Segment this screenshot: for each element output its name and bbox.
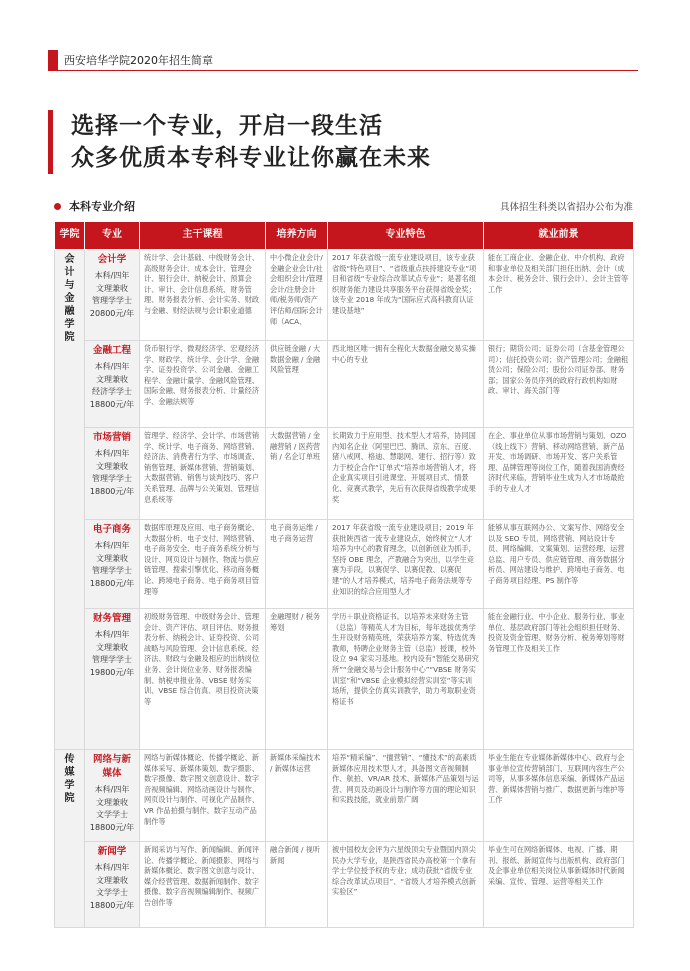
major-tuition: 20800元/年 (89, 308, 135, 318)
major-info (89, 862, 135, 912)
college-cell-media (55, 750, 85, 928)
major-track: 文理兼收 (96, 875, 128, 885)
major-cell (85, 341, 140, 428)
college-char: 院 (64, 332, 75, 343)
courses-cell: 新闻采访与写作、新闻编辑、新闻评论、传播学概论、新闻摄影、网络与新媒体概论、数字图文创意与设计、媒介经营管理、数据新闻制作、数字摄像、数字音视频编辑制作、视频广告创作等 (140, 842, 266, 928)
major-degree: 管理学学士 (92, 655, 132, 664)
college-char: 媒 (64, 767, 75, 778)
major-tuition: 18800元/年 (89, 900, 135, 910)
major-name: 网络与新媒体 (92, 754, 131, 779)
college-char: 传 (64, 754, 75, 765)
major-duration: 本科/四年 (94, 541, 130, 550)
header-title: 西安培华学院2020年招生简章 (64, 54, 213, 67)
college-char: 学 (64, 319, 75, 330)
direction-cell: 融合新闻 / 视听新闻 (266, 842, 328, 928)
prospect-cell: 毕业生能在专业媒体新媒体中心、政府与企事业单位宣传营销部门、互联网内容生产公司等，从事多媒体信息采编、新媒体产品运营、新媒体营销与推广、数据更新与维护等工作 (484, 750, 634, 842)
courses-cell: 统计学、会计基础、中级财务会计、高级财务会计、成本会计、管理会计、银行会计、纳税会计、预算会计、审计、会计信息系统、财务管理、财务报表分析、会计实务、财政与金融、财经法规与会计职业道德 (140, 250, 266, 341)
page-header (0, 50, 690, 70)
major-name: 市场营销 (92, 432, 131, 443)
header-divider (48, 70, 638, 71)
prospect-cell: 在企、事业单位从事市场营销与策划、OZO（线上线下）营销、移动网络营销、新产品开发、市场调研、市场开发、客户关系管理、品牌管理等岗位工作，随着我国消费经济时代来临，营销毕业生成为人才市场最抢手的专业人才 (484, 428, 634, 520)
major-track: 文理兼收 (96, 461, 128, 471)
college-char: 会 (64, 254, 75, 265)
major-info (89, 540, 135, 590)
major-name: 电子商务 (92, 524, 131, 535)
major-cell (85, 520, 140, 609)
feature-cell: 2017 年获省级一流专业建设项目；2019 年获批陕西省一流专业建设点，始终树立“人才培养为中心的教育理念，以创新创业为抓手，坚持 OBE 理念，产教融合为突出，以学生竞赛为手段，以赛促学、以赛促教、以赛促建”的人才培养模式，培养电子商务法规等专业知识的综合应用型人才 (328, 520, 484, 609)
major-duration: 本科/四年 (94, 863, 130, 872)
major-info (89, 448, 135, 498)
header-accent-bar (48, 50, 58, 70)
major-track: 文理兼收 (96, 374, 128, 384)
major-track: 文理兼收 (96, 642, 128, 652)
major-cell (85, 609, 140, 750)
table-row (55, 250, 634, 341)
header-college: 学院 (55, 222, 85, 250)
feature-cell: 2017 年获省级一流专业建设项目，该专业获省级“特色项目”、“省级重点扶持建设专业”项目和省级“专业综合改革试点专业”；是著名组织财务能力建设共享服务平台获得省级金奖；该专业 2018 年成为“国际应式高科教育认证建设基地” (328, 250, 484, 341)
major-degree: 管理学学士 (92, 296, 132, 305)
major-name: 新闻学 (97, 846, 127, 857)
hero-line-1: 选择一个专业，开启一段生活 (71, 113, 383, 139)
courses-cell: 管理学、经济学、会计学、市场营销学、统计学、电子商务、网络营销、经济法、消费者行为学、市场调查、销售管理、新媒体营销、营销策划、大数据营销、销售与谈判技巧、客户关系管理、品牌与公关策划、管理信息系统等 (140, 428, 266, 520)
table-row (55, 520, 634, 609)
major-duration: 本科/四年 (94, 362, 130, 371)
prospect-cell: 能在金融行业、中小企业、服务行业、事业单位、基层政府部门等社会组织担任财务、投资及资金管理、财务分析、税务筹划等财务管理工作及相关工作 (484, 609, 634, 750)
direction-cell: 中小微企业会计/金融企业会计/社会组织会计/管理会计/注册会计师/税务师/资产评估师/国际会计师（ACA、 (266, 250, 328, 341)
major-duration: 本科/四年 (94, 630, 130, 639)
major-info (89, 784, 135, 834)
feature-cell: 长期致力于应用型、技术型人才培养，协同国内知名企业（阿里巴巴、腾讯、京东、百度、猪八戒网、格迪、慧聪网、建行、招行等）致力于校企合作“订单式”培养市场营销人才，将企业真实项目引进课堂、开展项目式、情景化、竞赛式教学，先后有次获得省级教学成果奖 (328, 428, 484, 520)
major-name: 会计学 (97, 254, 127, 265)
major-degree: 文学学士 (96, 888, 128, 897)
prospect-cell: 毕业生可在网络新媒体、电视、广播、期刊、报纸、新闻宣传与出版机构、政府部门及企事业单位相关岗位从事新媒体时代新闻采编、宣传、管理、运营等相关工作 (484, 842, 634, 928)
header-direction: 培养方向 (266, 222, 328, 250)
table-row (55, 609, 634, 750)
section-title-text: 本科专业介绍 (69, 200, 135, 213)
major-track: 文理兼收 (96, 553, 128, 563)
courses-cell: 货币银行学、微观经济学、宏观经济学、财政学、统计学、会计学、金融学、证券投资学、公司金融、金融工程学、金融计量学、金融风险管理、国际金融、财务报表分析、计量经济学、金融法规等 (140, 341, 266, 428)
major-info (89, 629, 135, 679)
major-cell (85, 250, 140, 341)
majors-table (54, 221, 634, 928)
college-char: 融 (64, 306, 75, 317)
courses-cell: 数据库原理及应用、电子商务概论、大数据分析、电子支付、网络营销、电子商务安全、电子商务系统分析与设计、网页设计与制作、物流与供应链管理、搜索引擎优化、移动商务概论、跨境电子商务、电子商务项目管理等 (140, 520, 266, 609)
header-prospect: 就业前景 (484, 222, 634, 250)
table-row (55, 750, 634, 842)
table-row (55, 341, 634, 428)
major-cell (85, 750, 140, 842)
feature-cell: 被中国校友会评为六星级顶尖专业暨国内顶尖民办大学专业，是陕西省民办高校第一个拿有学士学位授予权的专业；成功获批“省级专业综合改革试点项目”、“省级人才培养模式创新实验区” (328, 842, 484, 928)
major-duration: 本科/四年 (94, 449, 130, 458)
major-degree: 经济学学士 (92, 387, 132, 396)
courses-cell: 网络与新媒体概论、传播学概论、新媒体采写、新媒体策划、数字摄影、数字摄像、数字图文创意设计、数字音视频编辑、网络动画设计与制作、网页设计与制作、可视化产品制作、VR 作品拍摄与制作、数字互动产品制作等 (140, 750, 266, 842)
direction-cell: 大数据营销 / 金融营销 / 医药营销 / 名企订单班 (266, 428, 328, 520)
section-title (54, 198, 135, 214)
major-info (89, 270, 135, 320)
hero-line-2: 众多优质本专科专业让你赢在未来 (71, 145, 431, 171)
prospect-cell: 能在工商企业、金融企业、中介机构、政府和事业单位及相关部门担任出纳、会计（成本会计、税务会计、银行会计）、会计主管等工作 (484, 250, 634, 341)
major-info (89, 361, 135, 411)
major-degree: 管理学学士 (92, 566, 132, 575)
bullet-dot-icon (54, 203, 61, 210)
prospect-cell: 银行；期货公司；证券公司（含基金管理公司）；信托投资公司；资产管理公司；金融租赁公司；保险公司；股份公司证券部、财务部；国家公务员序列的政府行政机构如财政、审计、海关部门等 (484, 341, 634, 428)
hero-accent-bar (48, 110, 53, 174)
major-duration: 本科/四年 (94, 271, 130, 280)
section-note: 具体招生科类以省招办公布为准 (499, 202, 633, 213)
feature-cell: 学历＋职业资格证书。以培养未来财务主管（总监）等精英人才为目标，每年选拔优秀学生开设财务精英班，荣获培养方案、特选优秀教师，特聘企业财务主管（总监）授课，校外设立 94 家实习基地。校内设有“智能交易研究所”“金融交易与会计服务中心”“VBSE 财务实训室”和“VBSE 企业模拟经营实训室”等实训场所，提供全仿真实训教学，助力考取职业资格证书 (328, 609, 484, 750)
major-cell (85, 842, 140, 928)
direction-cell: 新媒体采编技术 / 新媒体运营 (266, 750, 328, 842)
major-name: 财务管理 (92, 613, 131, 624)
college-char: 院 (64, 793, 75, 804)
college-char: 计 (64, 267, 75, 278)
major-tuition: 18800元/年 (89, 486, 135, 496)
feature-cell: 西北地区唯一拥有全程化大数据金融交易实操中心的专业 (328, 341, 484, 428)
major-tuition: 18800元/年 (89, 399, 135, 409)
major-tuition: 18800元/年 (89, 578, 135, 588)
table-header-row (55, 222, 634, 250)
header-feature: 专业特色 (328, 222, 484, 250)
college-char: 学 (64, 780, 75, 791)
direction-cell: 金融理财 / 税务筹划 (266, 609, 328, 750)
major-cell (85, 428, 140, 520)
major-duration: 本科/四年 (94, 785, 130, 794)
major-degree: 文学学士 (96, 810, 128, 819)
direction-cell: 供应链金融 / 大数据金融 / 金融风险管理 (266, 341, 328, 428)
feature-cell: 培养“精采编”、“擅营销”、“懂技术”的高素质新媒体应用技术型人才，具备图文音视频制作、航拍、VR/AR 技术、新媒体产品策划与运营、网页及动画设计与制作等方面的理论知识和实践技能，就业前景广阔 (328, 750, 484, 842)
table-row (55, 428, 634, 520)
major-name: 金融工程 (92, 345, 131, 356)
header-courses: 主干课程 (140, 222, 266, 250)
major-tuition: 18800元/年 (89, 822, 135, 832)
major-track: 文理兼收 (96, 797, 128, 807)
direction-cell: 电子商务运维 / 电子商务运营 (266, 520, 328, 609)
college-cell-accounting (55, 250, 85, 750)
major-track: 文理兼收 (96, 283, 128, 293)
table-row (55, 842, 634, 928)
major-degree: 管理学学士 (92, 474, 132, 483)
prospect-cell: 能够从事互联网办公、文案写作、网络安全以及 SEO 专员、网络营销、网站设计专员、网络编辑、文案策划、运营经理、运营总监、用户专员、供应链管理、商务数据分析员、网站建设与维护、跨境电子商务、电子商务项目经理、PS 制作等 (484, 520, 634, 609)
college-char: 金 (64, 293, 75, 304)
hero-block (48, 110, 431, 174)
major-tuition: 19800元/年 (89, 667, 135, 677)
header-major: 专业 (85, 222, 140, 250)
college-char: 与 (64, 280, 75, 291)
courses-cell: 初级财务管理、中级财务会计、管理会计、资产评估、项目评估、财务报表分析、纳税会计、证券投资、公司战略与风险管理、会计信息系统、经济法、财政与金融及相应的出纳岗位业务、会计岗位业务、财务报表编制、纳税申报业务、VBSE 财务实训、VBSE 综合仿真、项目投资决策等 (140, 609, 266, 750)
